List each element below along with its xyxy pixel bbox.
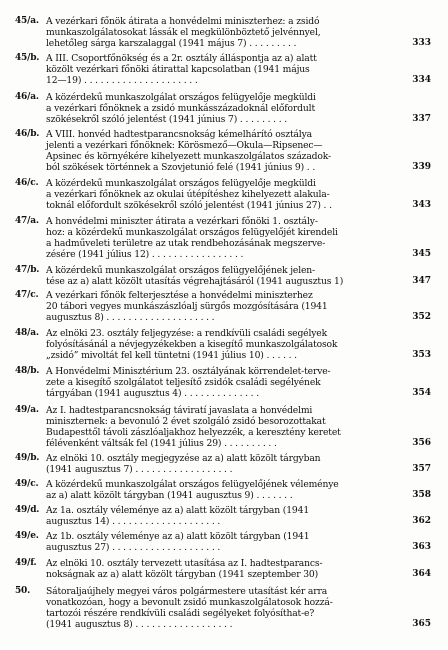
entry-page: 343 — [412, 200, 431, 210]
entry-text: A VIII. honvéd hadtestparancsnokság kémelhárító osztálya jelenti a vezérkari főnöknek: Körösmező—Okula—Ripsenec— Apsinec és környékére kihelyezett munkaszolgálatos századok- ból szökések történnek a Szovjetunió felé (1941 június 9) . . — [46, 129, 331, 173]
entry-number: 46/a. — [15, 92, 39, 102]
entry-number: 49/f. — [15, 558, 37, 568]
entry-text: A közérdekű munkaszolgálat országos felügyelője megküldi a vezérkari főnöknek az okulai útépítéshez kihelyezett alakula- toknál előfordult szökésekről szóló jelentést (1941 június 27) . . — [46, 178, 332, 211]
entry-text: A közérdekű munkaszolgálat országos felügyelője megküldi a vezérkari főnöknek a zsidó munkásszázadoknál előfordult szökésekről szóló jelentést (1941 június 7) . . . . . . . . . — [46, 92, 316, 125]
entry-number: 49/a. — [15, 405, 39, 415]
entry-number: 49/b. — [15, 453, 40, 463]
entry-text: Az 1a. osztály véleménye az a) alatt közölt tárgyban (1941 augusztus 14) . . . . . . . . . . . . . . . . . . . . — [46, 505, 310, 527]
entry-page: 353 — [412, 350, 431, 360]
entry-number: 47/c. — [15, 290, 39, 300]
entry-page: 333 — [412, 38, 431, 48]
entry-text: Az elnöki 10. osztály tervezett utasítása az I. hadtestparancs- nokságnak az a) alatt közölt tárgyban (1941 szeptember 30) — [46, 558, 323, 580]
entry-text: Az I. hadtestparancsnokság táviratí javaslata a honvédelmi miniszternek: a bevonuló 2 évet szolgáló zsidó besorozottakat Budapesttől távoli zászlóaljakhoz helyezzék, a keresztény keretet félévenként váltsák fel (1941 július 29) . . . . . . . . . . — [46, 405, 341, 449]
entry-page: 339 — [412, 162, 431, 172]
entry-page: 364 — [412, 569, 431, 579]
entry-text: Az elnöki 10. osztály megjegyzése az a) alatt közölt tárgyban (1941 augusztus 7) . . . . . . . . . . . . . . . . . . — [46, 453, 321, 475]
entry-number: 46/c. — [15, 178, 39, 188]
entry-number: 49/c. — [15, 479, 39, 489]
entry-page: 365 — [412, 619, 431, 629]
entry-number: 45/b. — [15, 53, 40, 63]
entry-page: 347 — [412, 276, 431, 286]
entry-text: Sátoraljaújhely megyei város polgármestere utasítást kér arra vonatkozóan, hogy a bevonult zsidó munkaszolgálatosok hozzá- tartozói részére rendkívüli családi segélyeket folyósíthat-e? (1941 augusztus 8) . . . . . . . . . . . . . . . . . . — [46, 586, 333, 630]
entry-number: 50. — [15, 586, 31, 596]
entry-number: 49/d. — [15, 505, 40, 515]
entry-page: 362 — [412, 516, 431, 526]
entry-text: Az 1b. osztály véleménye az a) alatt közölt tárgyban (1941 augusztus 27) . . . . . . . . . . . . . . . . . . . . — [46, 531, 310, 553]
entry-number: 47/a. — [15, 216, 39, 226]
entry-number: 46/b. — [15, 129, 40, 139]
entry-page: 358 — [412, 490, 431, 500]
entry-text: A honvédelmi miniszter átirata a vezérkari főnöki 1. osztály- hoz: a közérdekű munkaszolgálat országos felügyelőjét kirendeli a hadműveleti területre az utak rendbehozásának megszerve- zésére (1941 július 12) . . . . . . . . . . . . . . . . . — [46, 216, 338, 260]
entry-page: 356 — [412, 438, 431, 448]
entry-text: A vezérkari főnök átirata a honvédelmi miniszterhez: a zsidó munkaszolgálatosokat lássák el megkülönböztető jelvénnyel, lehetőleg sárga karszalaggal (1941 május 7) . . . . . . . . . — [46, 16, 321, 49]
entry-number: 45/a. — [15, 16, 39, 26]
entry-page: 357 — [412, 464, 431, 474]
entry-page: 352 — [412, 312, 431, 322]
entry-number: 47/b. — [15, 265, 40, 275]
entry-text: A III. Csoportfőnökség és a 2r. osztály álláspontja az a) alatt közölt vezérkari főnöki átirattal kapcsolatban (1941 május 12—19) . . . . . . . . . . . . . . . . . . . . . — [46, 53, 317, 86]
entry-page: 337 — [412, 114, 431, 124]
entry-number: 49/e. — [15, 531, 39, 541]
entry-text: A vezérkari főnök felterjesztése a honvédelmi miniszterhez 20 tábori vegyes munkászászlóalj sürgős mozgósítására (1941 augusztus 8) . . . . . . . . . . . . . . . . . . . . — [46, 290, 328, 323]
entry-page: 363 — [412, 542, 431, 552]
entry-page: 354 — [412, 388, 431, 398]
entry-page: 345 — [412, 249, 431, 259]
entry-text: A közérdekű munkaszolgálat országos felügyelőjének véleménye az a) alatt közölt tárgyban (1941 augusztus 9) . . . . . . . — [46, 479, 339, 501]
entry-text: Az elnöki 23. osztály feljegyzése: a rendkívüli családi segélyek folyósításánál a névjegyzékekben a kisegítő munkaszolgálatosok „zsidó” mivoltát fel kell tüntetni (1941 július 10) . . . . . . — [46, 328, 338, 361]
entry-number: 48/a. — [15, 328, 39, 338]
entry-number: 48/b. — [15, 366, 40, 376]
entry-text: A közérdekű munkaszolgálat országos felügyelőjének jelen- tése az a) alatt közölt utasítás végrehajtásáról (1941 augusztus 1) — [46, 265, 344, 287]
entry-text: A Honvédelmi Minisztérium 23. osztályának körrendelet-terve- zete a kisegítő szolgálatot teljesítő zsidók családi segélyének tárgyában (1941 augusztus 4) . . . . . . . . . . . . . . — [46, 366, 331, 399]
entry-page: 334 — [412, 75, 431, 85]
